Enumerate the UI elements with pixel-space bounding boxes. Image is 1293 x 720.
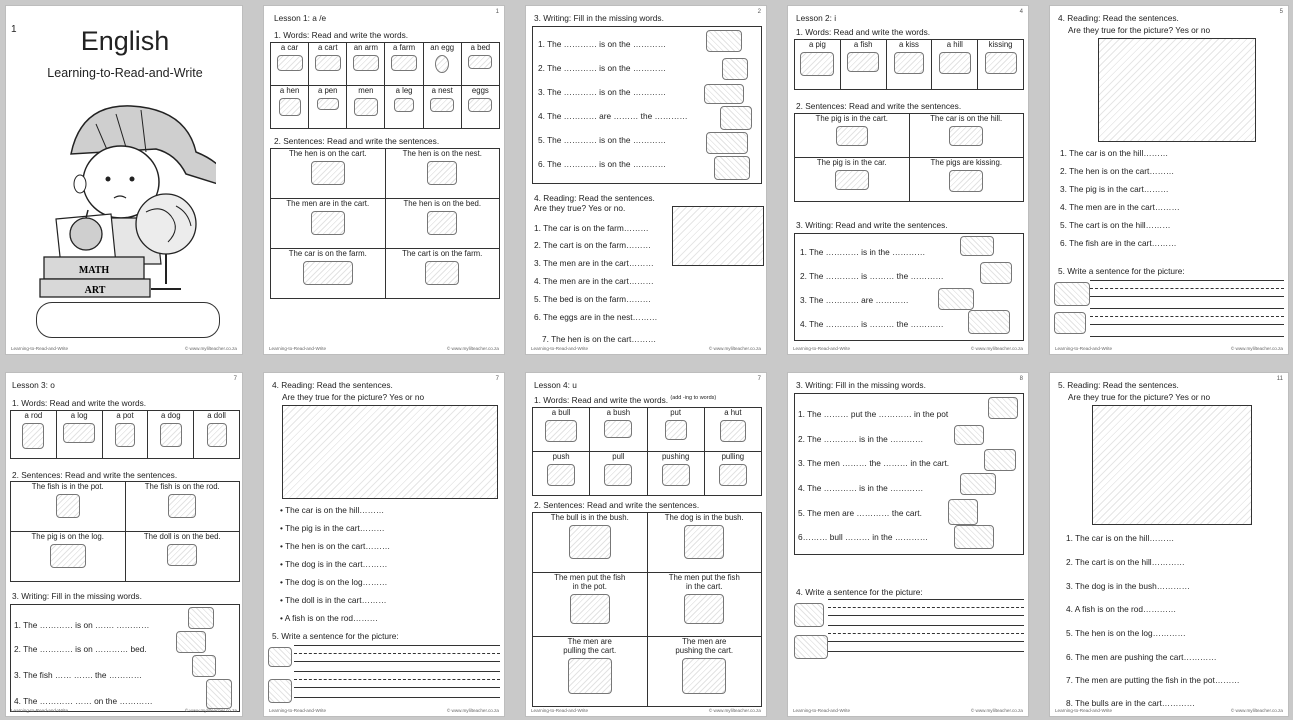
page-lesson-3: 7 Lesson 3: o 1. Words: Read and write the words. a rod a log a pot a dog a doll 2. Sentences: Read and write the sentences. The fish is in the pot. The fish is on the rod. The pig is on the log. The doll is on the bed. 3. Writing: Fill in the missing words. 1. The ………… is on ……. ………… 2. The ………… is on ………… bed. 3. The fish …… ……. the ………… 4. The ………… …… on the ………… Learning-to-Read-and-Write © www.mylilteacher.co.za <box>5 372 243 717</box>
fill-line: 5. The men are ………… the cart. <box>798 508 922 518</box>
writing-line[interactable] <box>1090 308 1284 309</box>
farm-scene-picture <box>672 206 764 266</box>
sentence-cell: The hen is on the bed. <box>385 199 500 249</box>
writing-line[interactable] <box>828 651 1024 652</box>
writing-line[interactable] <box>294 645 500 646</box>
fill-line: 3. The men ……… the ……… in the cart. <box>798 458 950 468</box>
writing-line[interactable] <box>294 679 500 680</box>
reading-line: 1. The car is on the farm……… <box>534 223 649 233</box>
cover-subtitle: Learning-to-Read-and-Write <box>47 66 203 80</box>
reading-line: 1. The car is on the hill……… <box>1060 148 1169 158</box>
picture-cart <box>794 635 828 659</box>
fill-line: 4. The ………… …… on the ………… <box>14 696 153 706</box>
page-lesson-1: 1 Lesson 1: a /e 1. Words: Read and write the words. a car a cart an arm a farm an egg a bed a hen a pen men a leg a nest eggs 2. Sentences: Read and write the sentences. The hen is on the cart. The hen is on the nest. The men are in the cart. The hen is on the bed. The car is on the farm. The cart is on the farm. Learning-to-Read-and-Write © www.mylilteacher.co.za <box>263 5 505 355</box>
picture-fish <box>268 647 292 667</box>
page-lesson-4-writing: 8 3. Writing: Fill in the missing words. 1. The ……… put the ………… in the pot 2. The ………… is in the ………… 3. The men ……… the ……… in the cart. 4. The ………… is in the ………… 5. The men are ………… the cart. 6……… bull ……… in the ………… 4. Write a sentence for the picture: Learning-to-Read-and-Write © www.mylilteacher.co.za <box>787 372 1029 717</box>
picture-car-hill <box>968 310 1010 334</box>
hill-scene-picture <box>1098 38 1256 142</box>
page-lesson-4-reading: 11 5. Reading: Read the sentences. Are they true for the picture? Yes or no 1. The car is on the hill……… 2. The cart is on the hill………… 3. The dog is in the bush………… 4. A fish is on the rod………… 5. The hen is on the log………… 6. The men are pushing the cart………… 7. The men are putting the fish in the pot……… 8. The bulls are in the cart………… Learning-to-Read-and-Write © www.mylilteacher.co.za <box>1049 372 1289 717</box>
writing-line[interactable] <box>1090 280 1284 281</box>
fill-line: 2. The ………… is ……… the ………… <box>800 271 944 281</box>
sentence-cell: The car is on the hill. <box>909 114 1024 158</box>
fill-line: 1. The ………… is in the ………… <box>800 247 926 257</box>
section-heading: 5. Write a sentence for the picture: <box>1058 266 1185 276</box>
sentence-cell: The pigs are kissing. <box>909 158 1024 202</box>
sentence-cell: The hen is on the cart. <box>271 149 386 199</box>
page-lesson-2-reading: 5 4. Reading: Read the sentences. Are they true for the picture? Yes or no 1. The car is on the hill……… 2. The hen is on the cart……… 3. The pig is in the cart……… 4. The men are in the cart……… 5. The cart is on the hill……… 6. The fish are in the cart……… 5. Write a sentence for the picture: Learning-to-Read-and-Write © www.mylilteacher.co.za <box>1049 5 1289 355</box>
sentence-cell: The cart is on the farm. <box>385 249 500 299</box>
section-heading: 3. Writing: Fill in the missing words. <box>534 13 664 23</box>
reading-line: 7. The men are putting the fish in the pot……… <box>1066 675 1240 685</box>
writing-line[interactable] <box>828 625 1024 626</box>
section-heading: 4. Reading: Read the sentences. <box>534 193 655 203</box>
page-lesson-1-writing: 2 3. Writing: Fill in the missing words. 1. The ………… is on the ………… 2. The ………… is on the ………… 3. The ………… is on the ………… 4. The ………… are ……… the ………… 5. The ………… is on the ………… 6. The ………… is on the ………… 4. Reading: Read the sentences. Are they true? Yes or no. 1. The car is on the farm……… 2. The cart is on the farm……… 3. The men are in the cart……… 4. The men are in the cart……… 5. The bed is on the farm……… 6. The eggs are in the nest……… 7. The hen is on the cart……… Learning-to-Read-and-Write © www.mylilteacher.co.za <box>525 5 767 355</box>
sentences-table <box>532 512 762 707</box>
word-cell: a pig <box>795 40 841 90</box>
reading-line: 5. The cart is on the hill……… <box>1060 220 1171 230</box>
lesson-title: Lesson 4: u <box>534 380 577 390</box>
word-cell: a rod <box>11 411 57 459</box>
reading-line: 4. The men are in the cart……… <box>534 276 654 286</box>
words-table <box>270 42 500 129</box>
writing-line[interactable] <box>828 633 1024 634</box>
word-cell: a car <box>271 43 309 86</box>
picture-men <box>720 106 752 130</box>
writing-line[interactable] <box>294 661 500 662</box>
fill-line: 6……… bull ……… in the ………… <box>798 532 929 542</box>
reading-line: 6. The eggs are in the nest……… <box>534 312 658 322</box>
sentence-cell: The men put the fish in the pot. <box>533 573 648 637</box>
picture-pigs <box>938 288 974 310</box>
reading-line: 4. A fish is on the rod………… <box>1066 604 1177 614</box>
word-cell: a kiss <box>886 40 932 90</box>
footer-left: Learning-to-Read-and-Write <box>11 345 69 351</box>
picture-hen <box>722 58 748 80</box>
section-subheading: Are they true for the picture? Yes or no <box>282 392 425 402</box>
picture-fish-pot <box>188 607 214 629</box>
word-cell: a leg <box>385 86 423 129</box>
reading-line: 1. The car is on the hill……… <box>1066 533 1175 543</box>
section-heading: 1. Words: Read and write the words. <box>12 398 147 408</box>
picture-pig <box>1054 312 1086 334</box>
fill-line: 2. The ………… is on ………… bed. <box>14 644 147 654</box>
sentence-cell: The car is on the farm. <box>271 249 386 299</box>
footer-right: © www.mylilteacher.co.za <box>184 345 237 351</box>
picture-men-pot <box>988 397 1018 419</box>
words-table <box>532 407 762 496</box>
word-cell: a farm <box>385 43 423 86</box>
reading-line: 3. The dog is in the bush………… <box>1066 581 1190 591</box>
section-heading: 1. Words: Read and write the words. <box>796 27 931 37</box>
writing-line[interactable] <box>1090 296 1284 297</box>
picture-doll <box>192 655 216 677</box>
picture-bull-hut <box>954 525 994 549</box>
sentence-cell: The pig is in the cart. <box>795 114 910 158</box>
fill-line: 3. The ………… is on the ………… <box>538 87 667 97</box>
sentence-cell: The pig is on the log. <box>11 532 126 582</box>
word-cell: a nest <box>423 86 461 129</box>
sentence-cell: The dog is in the bush. <box>647 513 762 573</box>
name-box[interactable] <box>36 302 220 338</box>
reading-line: 3. The pig is in the cart……… <box>1060 184 1169 194</box>
sentence-cell: The men put the fish in the cart. <box>647 573 762 637</box>
sentence-cell: The men are pulling the cart. <box>533 637 648 707</box>
picture-dog-bush <box>954 425 984 445</box>
lesson-title: Lesson 1: a /e <box>274 13 327 23</box>
writing-line[interactable] <box>828 599 1024 600</box>
section-heading: 4. Reading: Read the sentences. <box>1058 13 1179 23</box>
page-lesson-3-reading: 7 4. Reading: Read the sentences. Are they true for the picture? Yes or no • The car is on the hill……… • The pig is in the cart……… • The hen is on the cart……… • The dog is in the cart……… • The dog is on the log……… • The doll is in the cart……… • A fish is on the rod……… 5. Write a sentence for the picture: Learning-to-Read-and-Write © www.mylilteacher.co.za <box>263 372 505 717</box>
word-cell: a bush <box>590 408 647 452</box>
section-heading: 4. Reading: Read the sentences. <box>272 380 393 390</box>
writing-line[interactable] <box>294 687 500 688</box>
picture-car <box>960 236 994 256</box>
writing-line[interactable] <box>1090 316 1284 317</box>
writing-line[interactable] <box>828 615 1024 616</box>
word-cell: push <box>533 452 590 496</box>
picture-bull-bush <box>960 473 996 495</box>
reading-line: • The doll is in the cart……… <box>280 596 387 606</box>
section-heading: 1. Words: Read and write the words. <box>274 30 409 40</box>
section-note: (add -ing to words) <box>670 395 717 401</box>
word-cell: put <box>647 408 704 452</box>
word-cell: a pot <box>102 411 148 459</box>
fill-line: 5. The ………… is on the ………… <box>538 135 667 145</box>
word-cell: a dog <box>148 411 194 459</box>
word-cell: eggs <box>461 86 499 129</box>
reading-line: 2. The hen is on the cart……… <box>1060 166 1175 176</box>
word-cell: a hut <box>704 408 761 452</box>
reading-line: • The hen is on the cart……… <box>280 542 390 552</box>
picture-car <box>1054 282 1090 306</box>
sentences-table <box>794 113 1024 202</box>
picture-farm <box>706 132 748 154</box>
reading-line: 6. The fish are in the cart……… <box>1060 238 1177 248</box>
word-cell: an arm <box>347 43 385 86</box>
picture-dog <box>268 679 292 703</box>
reading-line: 5. The hen is on the log………… <box>1066 628 1186 638</box>
fill-line: 2. The ………… is in the ………… <box>798 434 924 444</box>
fill-line: 1. The ………… is on ……. ………… <box>14 620 150 630</box>
picture-doll-bed <box>176 631 206 653</box>
picture-men <box>794 603 824 627</box>
reading-line: 8. The bulls are in the cart………… <box>1066 698 1195 708</box>
cover-title: English <box>80 26 170 56</box>
picture-pig-cart <box>980 262 1012 284</box>
reading-line: • The dog is in the cart……… <box>280 560 387 570</box>
picture-bed <box>704 84 744 104</box>
farm-scene-picture <box>282 405 498 499</box>
sentence-cell: The pig is in the car. <box>795 158 910 202</box>
reading-line: • The dog is on the log……… <box>280 578 387 588</box>
writing-line[interactable] <box>828 607 1024 608</box>
reading-line: • The pig is in the cart……… <box>280 524 385 534</box>
sentences-table <box>270 148 500 299</box>
word-cell: a doll <box>194 411 240 459</box>
fill-line: 4. The ………… is ……… the ………… <box>800 319 944 329</box>
section-heading: 3. Writing: Fill in the missing words. <box>796 380 926 390</box>
word-cell: a pen <box>309 86 347 129</box>
section-heading: 5. Write a sentence for the picture: <box>272 631 399 641</box>
section-heading: 4. Write a sentence for the picture: <box>796 587 923 597</box>
boy-with-books-illustration <box>36 94 216 299</box>
book-label-math: MATH <box>78 265 110 276</box>
word-cell: a hen <box>271 86 309 129</box>
fill-line: 1. The ……… put the ………… in the pot <box>798 409 949 419</box>
reading-line: 2. The cart is on the hill………… <box>1066 557 1185 567</box>
picture-hen-bed <box>714 156 750 180</box>
picture-men-pushing <box>948 499 978 525</box>
picture-pig-log <box>206 679 232 709</box>
section-heading: 2. Sentences: Read and write the sentences. <box>796 101 962 111</box>
reading-line: 2. The cart is on the farm……… <box>534 240 651 250</box>
section-heading: 2. Sentences: Read and write the sentences. <box>534 500 700 510</box>
picture-men-cart <box>984 449 1016 471</box>
section-heading: 1. Words: Read and write the words. $^{(add -ing to words)}$ <box>534 394 717 405</box>
fill-line: 4. The ………… is in the ………… <box>798 483 924 493</box>
fill-line: 3. The ………… are ………… <box>800 295 909 305</box>
sentence-cell: The men are in the cart. <box>271 199 386 249</box>
reading-line: 6. The men are pushing the cart………… <box>1066 652 1217 662</box>
writing-line[interactable] <box>1090 336 1284 337</box>
writing-line[interactable] <box>828 641 1024 642</box>
sentence-cell: The bull is in the bush. <box>533 513 648 573</box>
page-lesson-4: 7 Lesson 4: u 1. Words: Read and write the words. $^{(add -ing to words)}$ a bull a bush put a hut push pull pushing pulling 2. Sentences: Read and write the sentences. The bull is in the bush. The dog is in the bush. The men put the fish in the pot. The men put the fish in the cart. The men are pulling the cart. The men are pushing the cart. Learning-to-Read-and-Write © www.mylilteacher.co.za <box>525 372 767 717</box>
reading-line: 3. The men are in the cart……… <box>534 258 654 268</box>
page-lesson-2: 4 Lesson 2: i 1. Words: Read and write the words. a pig a fish a kiss a hill kissing 2. Sentences: Read and write the sentences. The pig is in the cart. The car is on the hill. The pig is in the car. The pigs are kissing. 3. Writing: Read and write the sentences. 1. The ………… is in the ………… 2. The ………… is ……… the ………… 3. The ………… are ………… 4. The ………… is ……… the ………… Learning-to-Read-and-Write © www.mylilteacher.co.za <box>787 5 1029 355</box>
section-heading: 3. Writing: Fill in the missing words. <box>12 591 142 601</box>
word-cell: kissing <box>978 40 1024 90</box>
word-cell: an egg <box>423 43 461 86</box>
word-cell: pulling <box>704 452 761 496</box>
section-subheading: Are they true? Yes or no. <box>534 203 626 213</box>
fill-line: 3. The fish …… ……. the ………… <box>14 670 143 680</box>
word-cell: pushing <box>647 452 704 496</box>
fill-line: 1. The ………… is on the ………… <box>538 39 667 49</box>
words-table <box>794 39 1024 90</box>
word-cell: a bed <box>461 43 499 86</box>
section-heading: 2. Sentences: Read and write the sentences. <box>12 470 178 480</box>
reading-line: 4. The men are in the cart……… <box>1060 202 1180 212</box>
writing-line[interactable] <box>294 671 500 672</box>
sentence-cell: The fish is in the pot. <box>11 482 126 532</box>
picture-cart <box>706 30 742 52</box>
lesson-title: Lesson 2: i <box>796 13 837 23</box>
sentence-cell: The hen is on the nest. <box>385 149 500 199</box>
word-cell: a bull <box>533 408 590 452</box>
page-number: 1 <box>11 24 17 35</box>
book-label-art: ART <box>84 285 106 296</box>
reading-line: • The car is on the hill……… <box>280 506 384 516</box>
fill-line: 2. The ………… is on the ………… <box>538 63 667 73</box>
reading-line: • A fish is on the rod……… <box>280 614 378 624</box>
section-subheading: Are they true for the picture? Yes or no <box>1068 392 1211 402</box>
words-table <box>10 410 240 459</box>
fill-line: 4. The ………… are ……… the ………… <box>538 111 688 121</box>
section-heading: 5. Reading: Read the sentences. <box>1058 380 1179 390</box>
reading-line: 5. The bed is on the farm……… <box>534 294 651 304</box>
word-cell: a log <box>56 411 102 459</box>
section-heading: 2. Sentences: Read and write the sentences. <box>274 136 440 146</box>
writing-line[interactable] <box>294 653 500 654</box>
word-cell: a fish <box>840 40 886 90</box>
writing-line[interactable] <box>1090 288 1284 289</box>
section-subheading: Are they true for the picture? Yes or no <box>1068 25 1211 35</box>
bull-cart-scene-picture <box>1092 405 1252 525</box>
sentence-cell: The men are pushing the cart. <box>647 637 762 707</box>
page-number: 1 <box>495 9 499 15</box>
word-cell: a hill <box>932 40 978 90</box>
word-cell: pull <box>590 452 647 496</box>
sentence-cell: The doll is on the bed. <box>125 532 240 582</box>
cover-page <box>5 5 243 355</box>
writing-line[interactable] <box>1090 324 1284 325</box>
fill-line: 6. The ………… is on the ………… <box>538 159 667 169</box>
lesson-title: Lesson 3: o <box>12 380 55 390</box>
word-cell: a cart <box>309 43 347 86</box>
sentence-cell: The fish is on the rod. <box>125 482 240 532</box>
writing-line[interactable] <box>294 697 500 698</box>
section-heading: 3. Writing: Read and write the sentences. <box>796 220 948 230</box>
reading-line: 7. The hen is on the cart……… <box>542 334 657 344</box>
word-cell: men <box>347 86 385 129</box>
sentences-table <box>10 481 240 582</box>
